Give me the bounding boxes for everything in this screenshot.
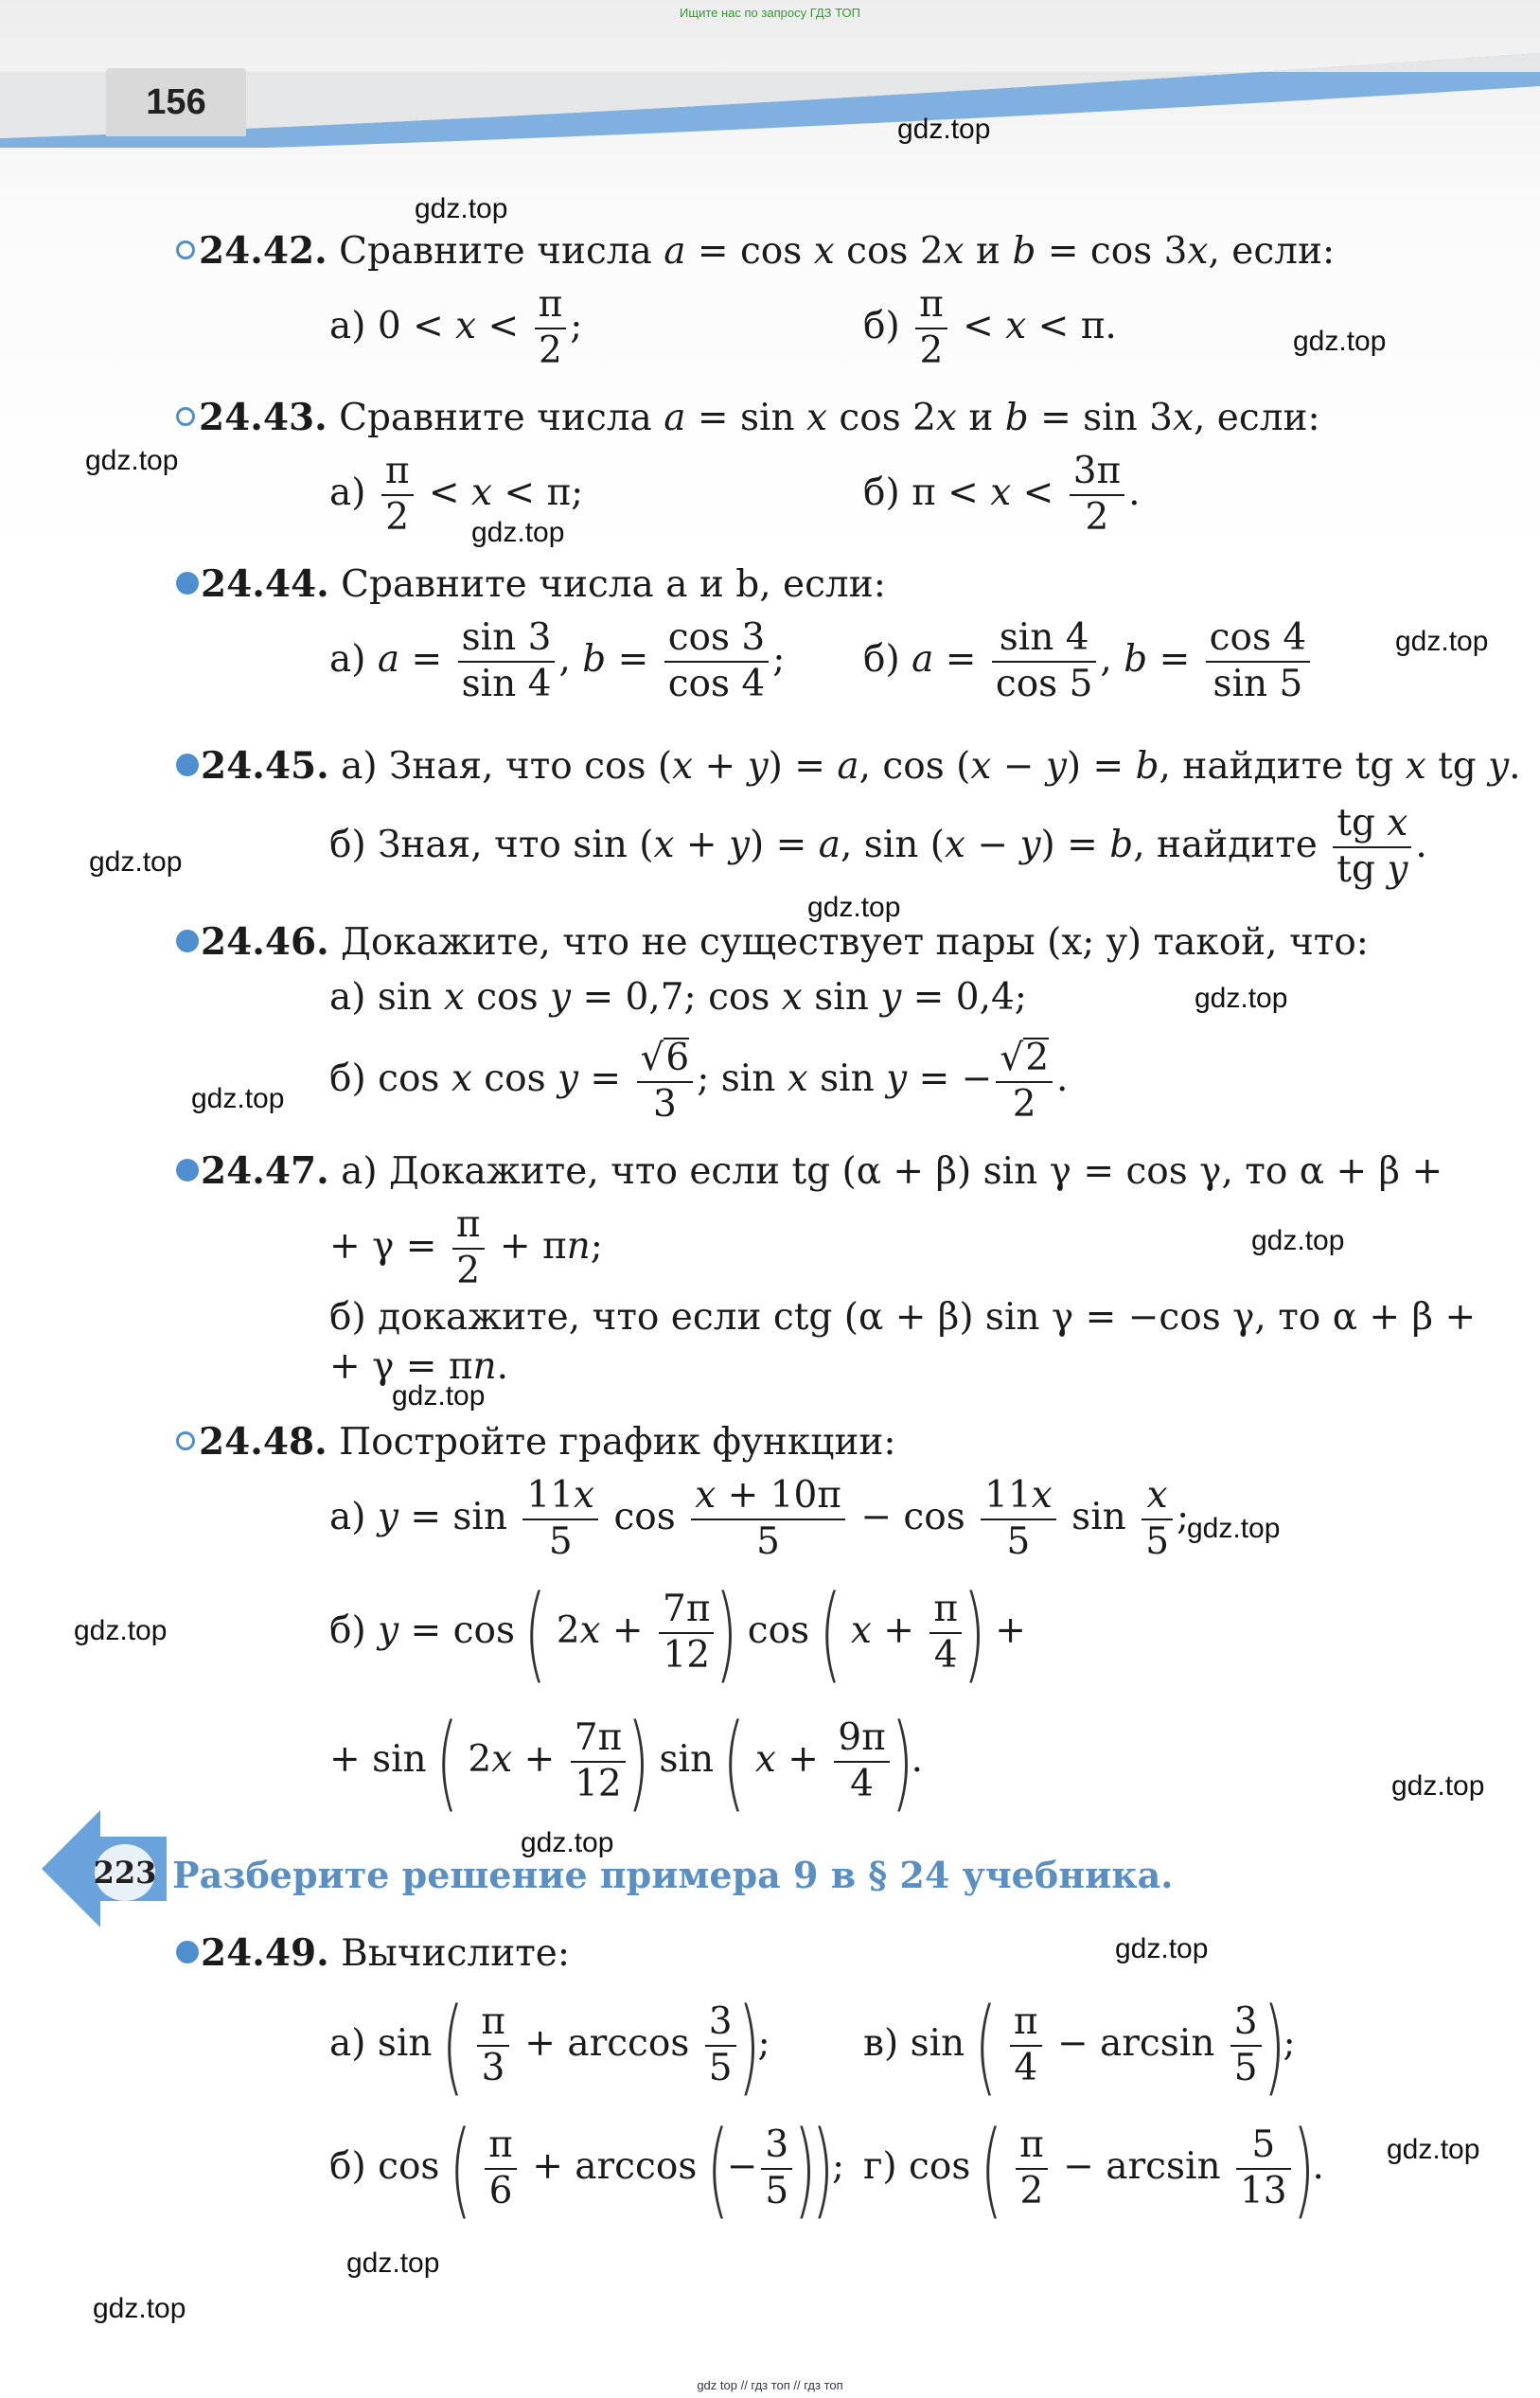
exercise-24-47: 24.47. а) Докажите, что если tg (α + β) sin γ = cos γ, то α + β + <box>176 1153 1443 1190</box>
footer-note: gdz top // гдз топ // гдз топ <box>697 2378 843 2392</box>
watermark: gdz.top <box>1251 1225 1345 1256</box>
level-marker <box>176 754 199 776</box>
exercise-24-46-b: б) cos x cos y = $\frac{√6}{3}$ ; sin x sin y = − $\frac{√2}{2}$ . <box>329 1037 1069 1126</box>
exercise-24-44-b: б) a = $\frac{\sin 4}{\cos 5}$ , b = $\frac{\cos 4}{\sin 5}$ <box>863 619 1314 704</box>
exercise-24-47-b-cont: + γ = πn. <box>329 1345 509 1388</box>
exercise-24-45: 24.45. а) Зная, что cos (x + y) = a, cos (x − y) = b, найдите tg x tg y. <box>176 748 1521 785</box>
level-marker <box>176 930 199 952</box>
watermark: gdz.top <box>807 892 901 923</box>
watermark: gdz.top <box>1391 1770 1485 1802</box>
watermark: gdz.top <box>191 1083 285 1114</box>
watermark: gdz.top <box>93 2293 186 2324</box>
watermark: gdz.top <box>1395 626 1489 657</box>
exercise-24-49: 24.49. Вычислите: <box>176 1935 570 1972</box>
exercise-24-45-b: б) Зная, что sin (x + y) = a, sin (x − y) = b, найдите $\frac{\text{tg x}}{\text{tg y}}$ . <box>329 802 1427 891</box>
watermark: gdz.top <box>74 1615 168 1646</box>
exercise-24-49-g: г) cos ( $\frac{\pi}{2}$ − arcsin $\frac{5}{13}$ ). <box>863 2107 1324 2229</box>
watermark: gdz.top <box>897 114 991 145</box>
exercise-24-44-a: а) a = $\frac{\sin 3}{\sin 4}$ , b = $\frac{\cos 3}{\cos 4}$ ; <box>329 616 786 705</box>
exercise-24-43: 24.43. Сравните числа a = sin x cos 2x и b = sin 3x, если: <box>176 400 1320 436</box>
exercise-24-48-b: б) y = cos ( 2x + $\frac{7\pi}{12}$ ) cos ( x + $\frac{\pi}{4}$ ) + <box>329 1572 1026 1694</box>
exercise-24-48-a: а) y = sin $\frac{11x}{5}$ cos $\frac{x + 10\pi}{5}$ − cos $\frac{11x}{5}$ sin $\frac{x}{5}$ ; <box>329 1474 1190 1563</box>
watermark: gdz.top <box>1187 1513 1281 1544</box>
exercise-24-43-b: б) π < x < $\frac{3\pi}{2}$ . <box>863 450 1141 539</box>
level-marker <box>176 240 195 259</box>
exercise-24-49-v: в) sin ( $\frac{\pi}{4}$ − arcsin $\frac{3}{5}$ ); <box>863 1984 1296 2106</box>
reference-text: Разберите решение примера 9 в § 24 учебника. <box>172 1854 1174 1896</box>
watermark: gdz.top <box>89 846 183 878</box>
watermark: gdz.top <box>1293 326 1387 357</box>
watermark: gdz.top <box>1115 1933 1209 1964</box>
exercise-24-44: 24.44. Сравните числа a и b, если: <box>176 566 886 603</box>
exercise-24-46-a: а) sin x cos y = 0,7; cos x sin y = 0,4; <box>329 976 1027 1019</box>
exercise-24-43-a: а) $\frac{\pi}{2}$ < x < π; <box>329 450 584 539</box>
watermark: gdz.top <box>346 2247 440 2279</box>
exercise-24-46: 24.46. Докажите, что не существует пары (x; y) такой, что: <box>176 924 1369 961</box>
watermark: gdz.top <box>85 445 179 476</box>
watermark: gdz.top <box>1387 2134 1480 2165</box>
exercise-24-47-a-cont: + γ = $\frac{\pi}{2}$ + πn; <box>329 1203 603 1292</box>
watermark: gdz.top <box>392 1380 486 1412</box>
exercise-24-42: 24.42. Сравните числа a = cos x cos 2x и b = cos 3x, если: <box>176 233 1335 270</box>
watermark: gdz.top <box>1195 983 1288 1014</box>
exercise-24-42-b: б) $\frac{\pi}{2}$ < x < π. <box>863 283 1117 372</box>
level-marker <box>176 1941 199 1963</box>
watermark: gdz.top <box>521 1827 614 1858</box>
level-marker <box>176 407 195 426</box>
level-marker <box>176 1431 195 1450</box>
level-marker <box>176 572 199 595</box>
exercise-24-49-a: а) sin ( $\frac{\pi}{3}$ + arccos $\frac{3}{5}$ ); <box>329 1984 770 2106</box>
watermark: gdz.top <box>415 193 508 224</box>
level-marker <box>176 1159 199 1181</box>
top-note: Ищите нас по запросу ГДЗ ТОП <box>680 6 860 20</box>
reference-badge: 223 <box>95 1844 155 1901</box>
exercise-24-42-a: а) 0 < x < $\frac{\pi}{2}$ ; <box>329 283 583 372</box>
exercise-24-48-b-cont: + sin ( 2x + $\frac{7\pi}{12}$ ) sin ( x + $\frac{9\pi}{4}$ ). <box>329 1700 924 1822</box>
exercise-24-49-b: б) cos ( $\frac{\pi}{6}$ + arccos (− $\frac{3}{5}$ )); <box>329 2107 845 2229</box>
watermark: gdz.top <box>471 517 565 548</box>
exercise-24-47-b: б) докажите, что если ctg (α + β) sin γ = −cos γ, то α + β + <box>329 1296 1477 1339</box>
exercise-24-48: 24.48. Постройте график функции: <box>176 1424 896 1461</box>
page-number: 156 <box>106 68 246 136</box>
